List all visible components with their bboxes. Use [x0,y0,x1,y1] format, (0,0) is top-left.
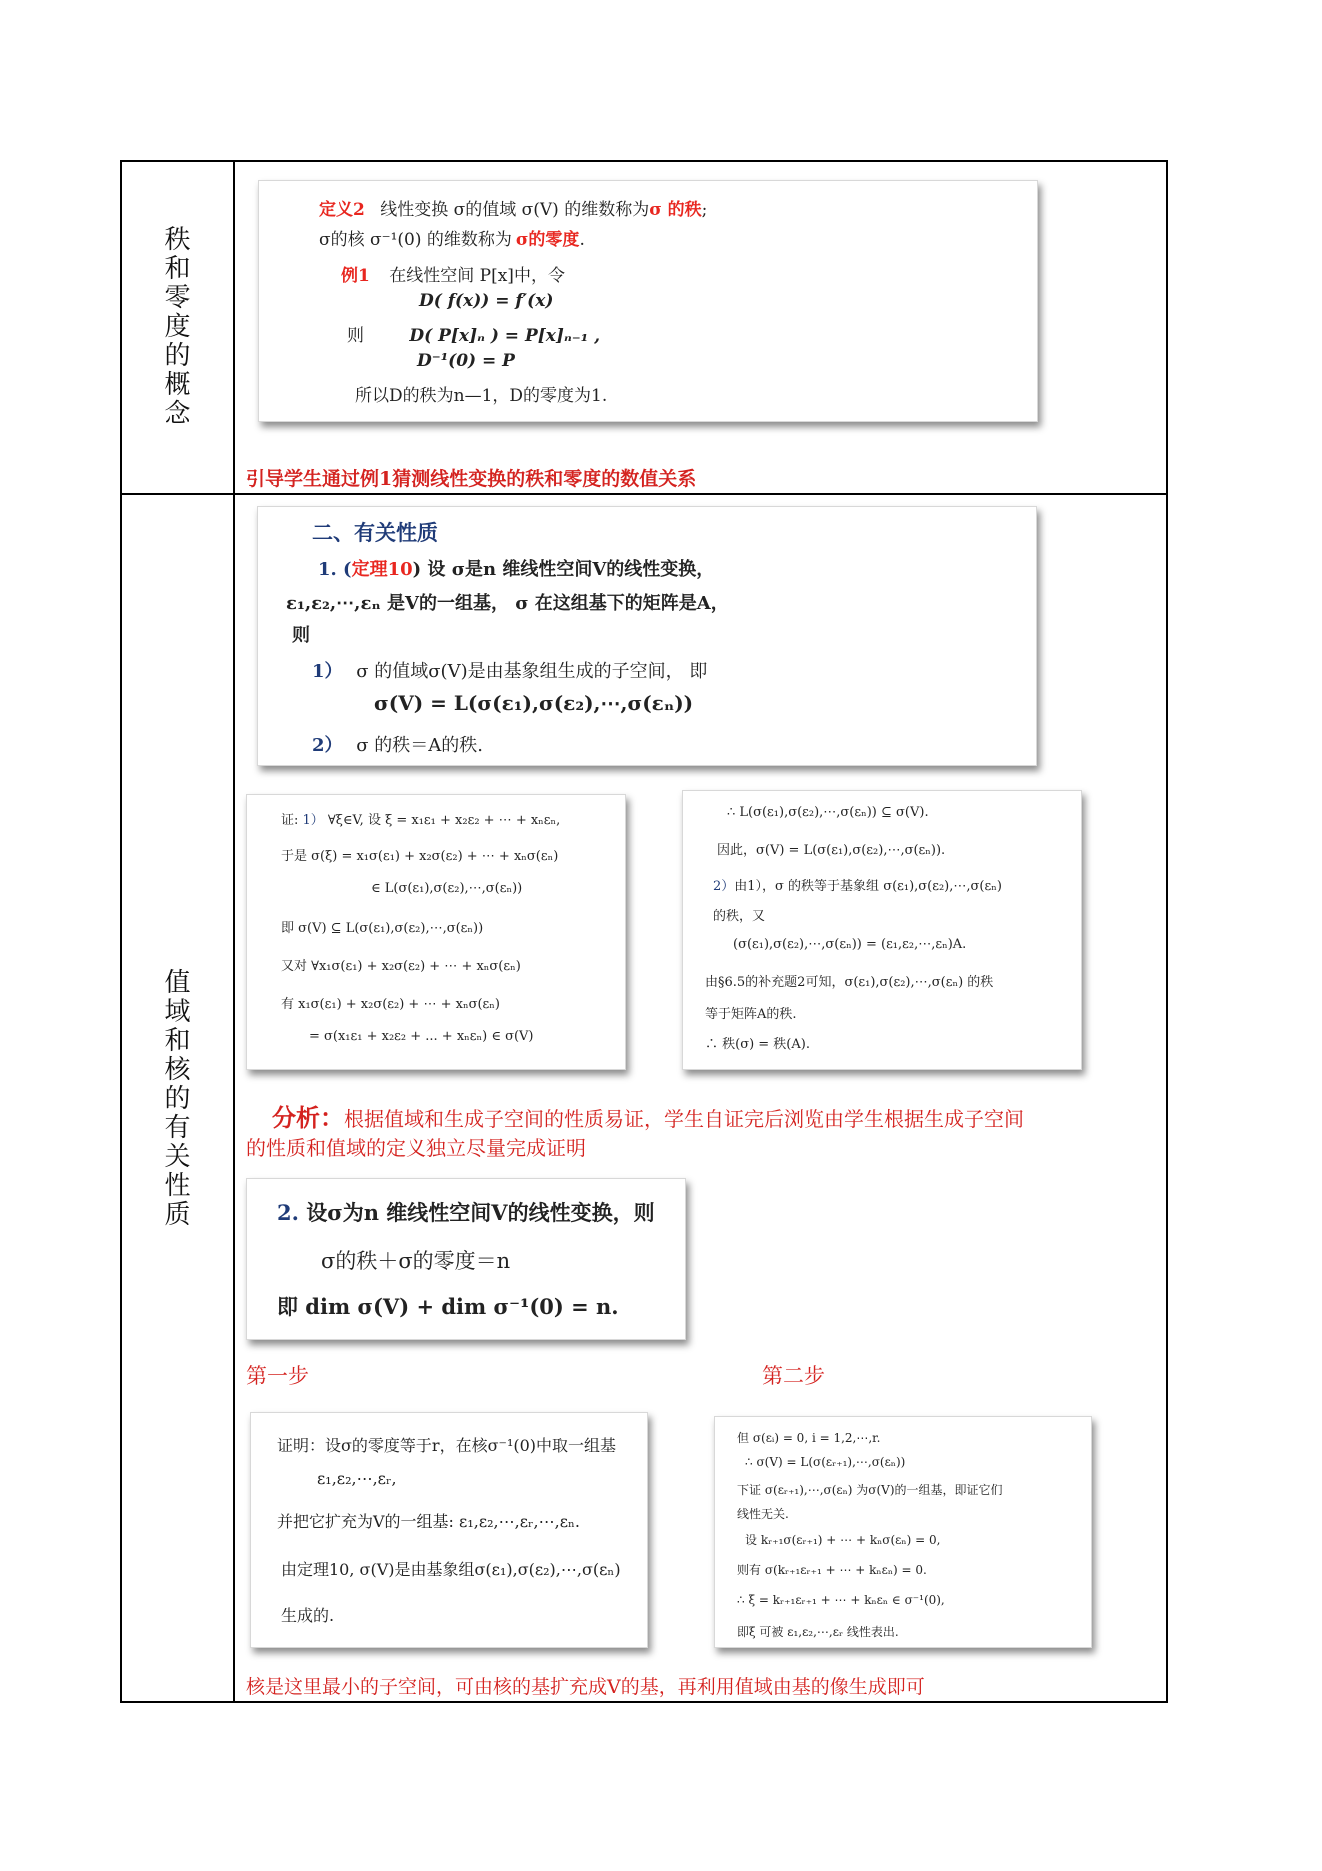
def-line-5: 则 D( P[x]ₙ ) = P[x]ₙ₋₁ , [347,326,600,346]
def-line-6: D⁻¹(0) = P [417,351,515,371]
row-label-rank-nullity: 秩和零度的概念 [164,225,191,429]
step-one-label: 第一步 [246,1364,309,1388]
step1-line-2: ε₁,ε₂,⋯,εᵣ, [317,1469,397,1488]
proof-left-line-1: 证: 1） ∀ξ∈V, 设 ξ = x₁ε₁ + x₂ε₂ + ⋯ + xₙεₙ, [281,813,561,828]
proof-left-line-5: 又对 ∀x₁σ(ε₁) + x₂σ(ε₂) + ⋯ + xₙσ(εₙ) [281,959,521,974]
thm2-line-2: σ的秩＋σ的零度＝n [321,1249,511,1273]
def-line-1: 定义2 线性变换 σ的值域 σ(V) 的维数称为σ 的秩; [319,200,708,220]
proof-left-line-4: 即 σ(V) ⊆ L(σ(ε₁),σ(ε₂),⋯,σ(εₙ)) [281,921,484,936]
analysis-note-line-1: 分析：根据值域和生成子空间的性质易证，学生自证完后浏览由学生根据生成子空间 [272,1103,1024,1132]
step1-line-3: 并把它扩充为V的一组基: ε₁,ε₂,⋯,εᵣ,⋯,εₙ. [277,1512,581,1531]
proof-right-line-4: 的秩，又 [713,909,766,924]
step2-line-4: 线性无关. [737,1507,789,1521]
proof-right-line-5: (σ(ε₁),σ(ε₂),⋯,σ(εₙ)) = (ε₁,ε₂,⋯,εₙ)A. [733,937,967,952]
definition-slide [258,180,1038,422]
step2-line-7: ∴ ξ = kᵣ₊₁εᵣ₊₁ + ⋯ + kₙεₙ ∈ σ⁻¹(0), [737,1593,945,1607]
proof-left-line-2: 于是 σ(ξ) = x₁σ(ε₁) + x₂σ(ε₂) + ⋯ + xₙσ(εₙ) [281,849,559,864]
thm-line-6: 2） σ 的秩＝A的秩. [312,735,483,756]
teaching-note-bottom: 核是这里最小的子空间，可由核的基扩充成V的基，再利用值域由基的像生成即可 [246,1676,925,1698]
column-divider [233,162,235,1701]
def-line-2: σ的核 σ⁻¹(0) 的维数称为 σ的零度. [319,230,585,250]
step1-line-4: 由定理10, σ(V)是由基象组σ(ε₁),σ(ε₂),⋯,σ(εₙ) [281,1560,621,1579]
proof-right-line-1: ∴ L(σ(ε₁),σ(ε₂),⋯,σ(εₙ)) ⊆ σ(V). [727,805,929,820]
teaching-note-1: 引导学生通过例1猜测线性变换的秩和零度的数值关系 [246,468,697,490]
proof-slide-left [246,794,626,1070]
row-divider [122,493,1166,495]
proof-slide-right [682,790,1082,1070]
step1-line-5: 生成的. [281,1606,335,1625]
theorem2-slide [246,1178,686,1340]
example-label: 例1 [341,266,370,286]
thm-line-1: 1. (定理10) 设 σ是n 维线性空间V的线性变换， [318,559,715,580]
step2-line-2: ∴ σ(V) = L(σ(εᵣ₊₁),⋯,σ(εₙ)) [745,1455,906,1469]
step1-line-1: 证明：设σ的零度等于r，在核σ⁻¹(0)中取一组基 [277,1436,617,1455]
step1-slide [250,1412,648,1648]
analysis-note-line-2: 的性质和值域的定义独立尽量完成证明 [246,1136,586,1160]
proof-left-line-7: = σ(x₁ε₁ + x₂ε₂ + ... + xₙεₙ) ∈ σ(V) [309,1029,534,1044]
def-line-4: D( f(x)) = f′(x) [419,291,554,311]
step2-slide [714,1416,1092,1648]
def-line-3: 例1 在线性空间 P[x]中，令 [341,266,565,286]
proof-right-line-3: 2）由1），σ 的秩等于基象组 σ(ε₁),σ(ε₂),⋯,σ(εₙ) [713,879,1002,894]
thm2-line-1: 2. 设σ为n 维线性空间V的线性变换，则 [277,1200,655,1225]
theorem-slide [257,506,1037,766]
proof-left-line-6: 有 x₁σ(ε₁) + x₂σ(ε₂) + ⋯ + xₙσ(εₙ) [281,997,500,1012]
proof-right-line-6: 由§6.5的补充题2可知，σ(ε₁),σ(ε₂),⋯,σ(εₙ) 的秩 [705,975,994,990]
thm-line-2: ε₁,ε₂,⋯,εₙ 是V的一组基， σ 在这组基下的矩阵是A， [286,593,729,614]
def-line-7: 所以D的秩为n—1，D的零度为1. [355,386,608,406]
section-heading: 二、有关性质 [312,521,438,545]
analysis-label: 分析： [272,1103,344,1132]
step2-line-6: 则有 σ(kᵣ₊₁εᵣ₊₁ + ⋯ + kₙεₙ) = 0. [737,1563,927,1577]
proof-right-line-8: ∴ 秩(σ) = 秩(A). [705,1037,810,1052]
proof-right-line-7: 等于矩阵A的秩. [705,1007,797,1022]
proof-right-line-2: 因此，σ(V) = L(σ(ε₁),σ(ε₂),⋯,σ(εₙ)). [717,843,946,858]
thm-line-5: σ(V) = L(σ(ε₁),σ(ε₂),⋯,σ(εₙ)) [374,691,694,715]
step-two-label: 第二步 [762,1364,825,1388]
thm-line-3: 则 [292,625,310,646]
step2-line-3: 下证 σ(εᵣ₊₁),⋯,σ(εₙ) 为σ(V)的一组基，即证它们 [737,1483,1003,1497]
step2-line-5: 设 kᵣ₊₁σ(εᵣ₊₁) + ⋯ + kₙσ(εₙ) = 0, [745,1533,941,1547]
definition-label: 定义2 [319,200,365,220]
row-label-range-kernel: 值域和核的有关性质 [164,967,191,1230]
step2-line-8: 即ξ 可被 ε₁,ε₂,⋯,εᵣ 线性表出. [737,1625,899,1639]
step2-line-1: 但 σ(εᵢ) = 0, i = 1,2,⋯,r. [737,1431,881,1445]
thm2-line-3: 即 dim σ(V) + dim σ⁻¹(0) = n. [277,1294,619,1319]
thm-line-4: 1） σ 的值域σ(V)是由基象组生成的子空间， 即 [312,661,708,682]
proof-left-line-3: ∈ L(σ(ε₁),σ(ε₂),⋯,σ(εₙ)) [371,881,523,896]
